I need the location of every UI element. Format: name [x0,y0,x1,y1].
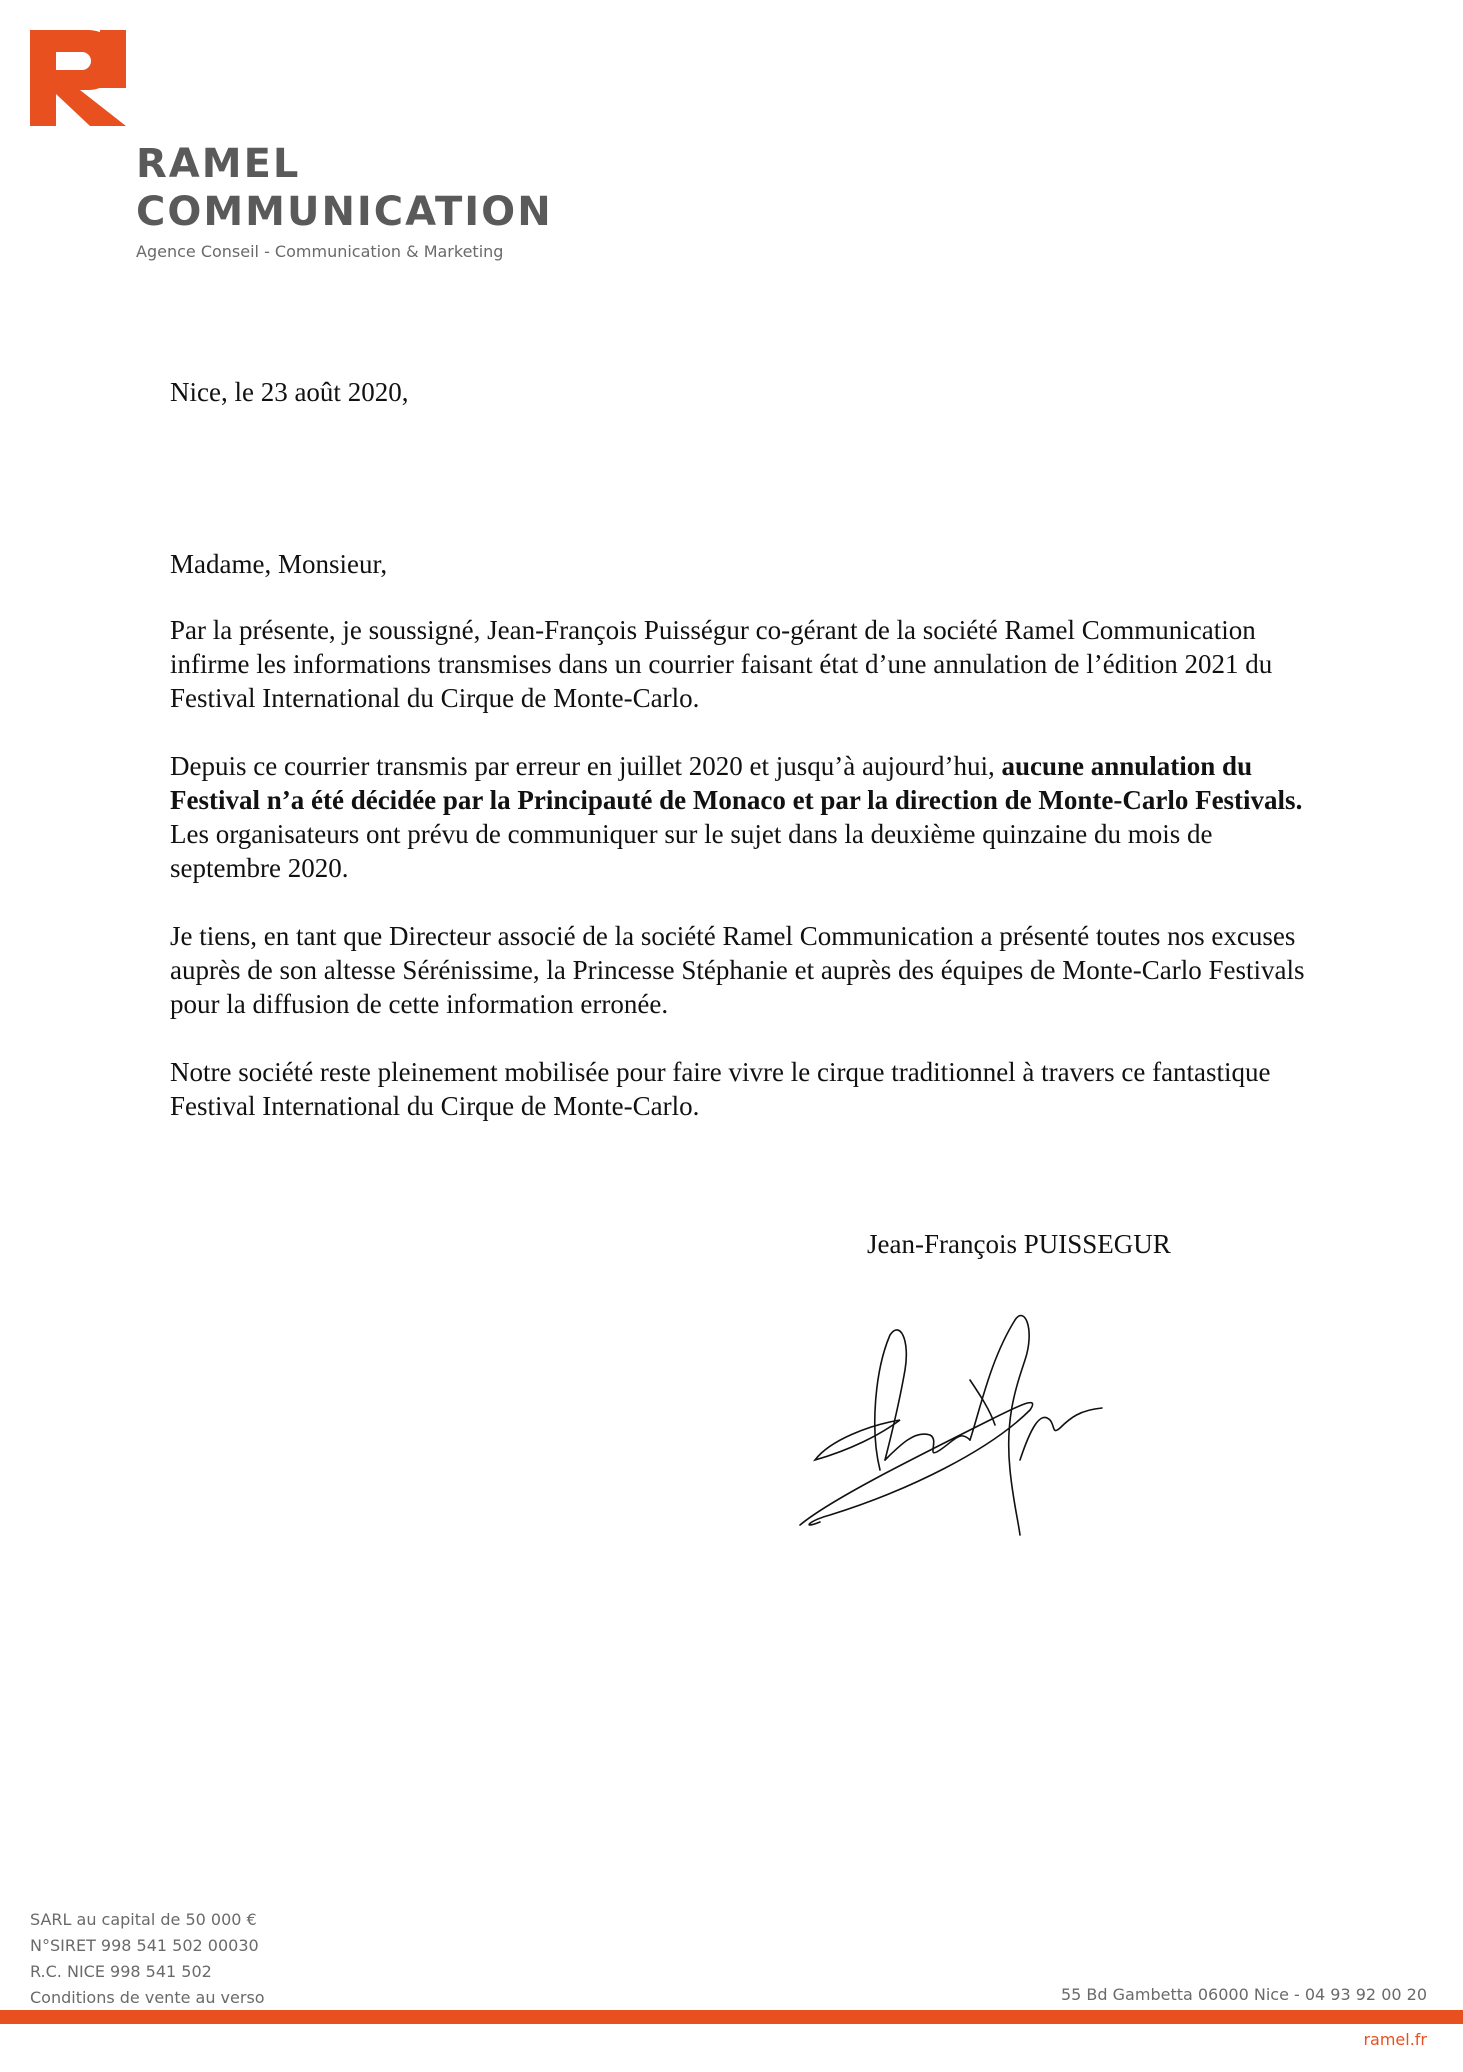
paragraph-4: Notre société reste pleinement mobilisée pour faire vivre le cirque traditionnel à travers ce fantastique Festival International du Cirque de Monte-Carlo. [170,1057,1271,1121]
ramel-r-logo-icon [30,30,126,126]
handwritten-signature-icon [790,1300,1110,1540]
letter-paragraphs [170,613,1310,1157]
brand-block [136,140,553,262]
footer-accent-bar [0,2010,1463,2024]
paragraph-2 [170,749,1310,885]
paragraph-2-followup: Les organisateurs ont prévu de communiquer sur le sujet dans la deuxième quinzaine du mois de septembre 2020. [170,819,1213,883]
footer-siret: N°SIRET 998 541 502 00030 [30,1936,259,1955]
letter-salutation: Madame, Monsieur, [170,549,388,579]
footer-rc: R.C. NICE 998 541 502 [30,1962,212,1981]
footer-conditions: Conditions de vente au verso [30,1988,265,2007]
brand-name-line2: COMMUNICATION [136,189,553,235]
paragraph-2-bold: aucune annulation du Festival n’a été décidée par la Principauté de Monaco et par la direction de Monte-Carlo Festivals. [170,751,1303,815]
brand-tagline: Agence Conseil - Communication & Marketing [136,242,504,261]
letter-date: Nice, le 23 août 2020, [170,377,409,407]
paragraph-3: Je tiens, en tant que Directeur associé de la société Ramel Communication a présenté toutes nos excuses auprès de son altesse Sérénissime, la Princesse Stéphanie et auprès des équipes de Monte-Carlo Festivals pour la diffusion de cette information erronée. [170,921,1305,1019]
footer-website[interactable]: ramel.fr [1363,2030,1427,2049]
footer-capital: SARL au capital de 50 000 € [30,1910,257,1929]
brand-name-line1: RAMEL [136,141,301,187]
paragraph-2-intro: Depuis ce courrier transmis par erreur en juillet 2020 et jusqu’à aujourd’hui, [170,751,995,781]
footer-address: 55 Bd Gambetta 06000 Nice - 04 93 92 00 20 [1060,1985,1427,2004]
signer-name: Jean-François PUISSEGUR [867,1229,1171,1259]
footer-legal-info [30,1907,265,2011]
paragraph-1: Par la présente, je soussigné, Jean-François Puisségur co-gérant de la société Ramel Communication infirme les informations transmises dans un courrier faisant état d’une annulation de l’édition 2021 du Festival International du Cirque de Monte-Carlo. [170,615,1273,713]
